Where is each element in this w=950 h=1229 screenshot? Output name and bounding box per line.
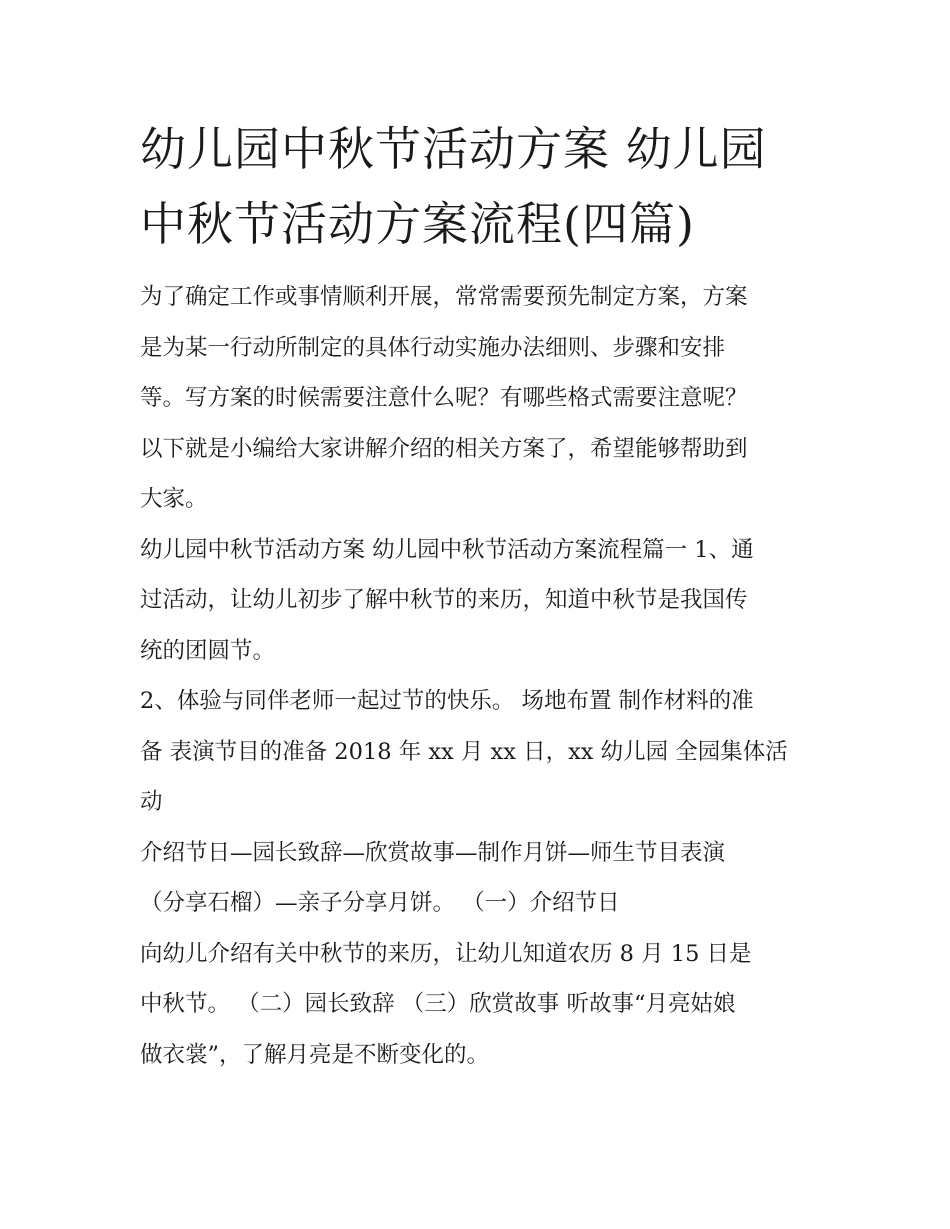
paragraph-section-one: 幼儿园中秋节活动方案 幼儿园中秋节活动方案流程篇一 1、通 过活动，让幼儿初步了解中秋节的来历，知道中秋节是我国传 统的团圆节。: [140, 536, 754, 664]
paragraph-intro: 为了确定工作或事情顺利开展，常常需要预先制定方案，方案 是为某一行动所制定的具体行动实施办法细则、步骤和安排 等。写方案的时候需要注意什么呢？有哪些格式需要注意呢？ 以下就是小编给大家讲解介绍的相关方案了，希望能够帮助到 大家。: [140, 284, 748, 512]
paragraph-introduce-festival: 向幼儿介绍有关中秋节的来历，让幼儿知道农历 8 月 15 日是 中秋节。 （二）园长致辞 （三）欣赏故事 听故事“月亮姑娘 做衣裳”，了解月亮是不断变化的。: [140, 940, 752, 1068]
paragraph-process: 介绍节日—园长致辞—欣赏故事—制作月饼—师生节目表演 （分享石榴）—亲子分享月饼。 （一）介绍节日: [140, 839, 726, 916]
document-title: 幼儿园中秋节活动方案 幼儿园 中秋节活动方案流程(四篇): [140, 122, 767, 251]
paragraph-experience: 2、体验与同伴老师一起过节的快乐。 场地布置 制作材料的准 备 表演节目的准备 2018 年 xx 月 xx 日，xx 幼儿园 全园集体活 动: [140, 688, 788, 815]
